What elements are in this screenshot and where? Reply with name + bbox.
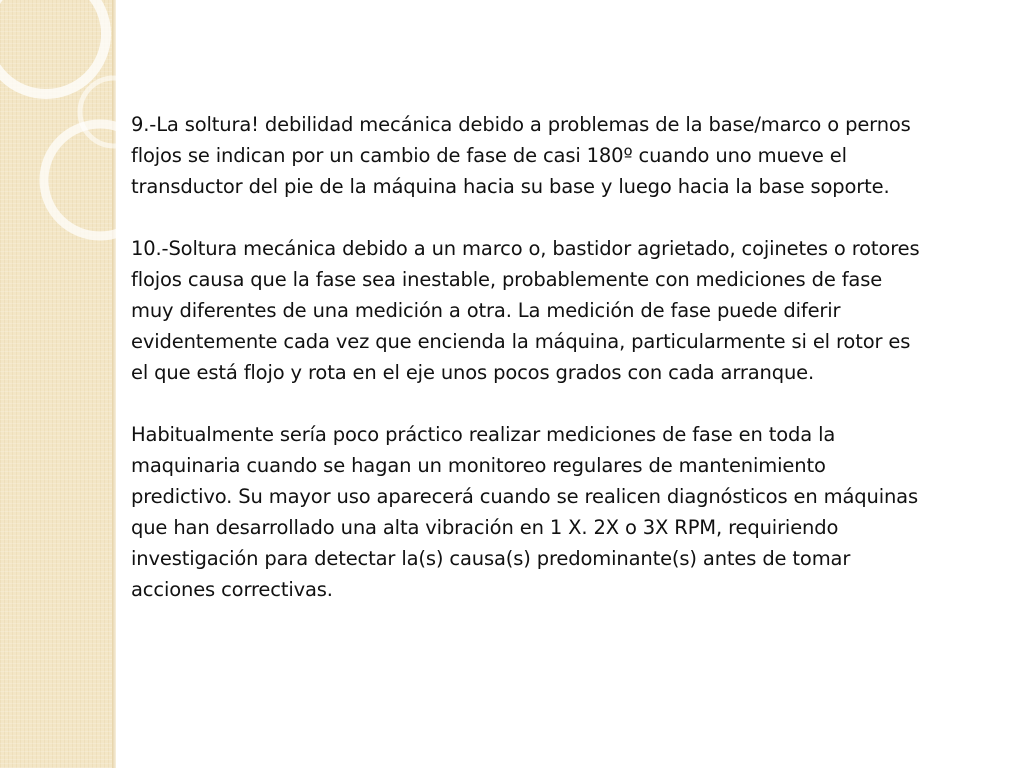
paragraph-phase-usage: Habitualmente sería poco práctico realizar mediciones de fase en toda la maquinaria cuando se hagan un monitoreo regulares de mantenimiento predictivo. Su mayor uso aparecerá cuando se realicen diagnósticos en máquinas que han desarrollado una alta vibración en 1 X. 2X o 3X RPM, requiriendo investigación para detectar la(s) causa(s) predominante(s) antes de tomar acciones correctivas.	[131, 423, 918, 601]
paragraph-item-10: 10.-Soltura mecánica debido a un marco o, bastidor agrietado, cojinetes o rotores flojos causa que la fase sea inestable, probablemente con mediciones de fase muy diferentes de una medición a otra. La medición de fase puede diferir evidentemente cada vez que encienda la máquina, particularmente si el rotor es el que está flojo y rota en el eje unos pocos grados con cada arranque.	[131, 237, 920, 384]
paragraph-item-9: 9.-La soltura! debilidad mecánica debido a problemas de la base/marco o pernos flojos se indican por un cambio de fase de casi 180º cuando uno mueve el transductor del pie de la máquina hacia su base y luego hacia la base soporte.	[131, 113, 911, 198]
decorative-ring-large	[0, 0, 106, 94]
decorative-rings	[0, 0, 140, 300]
slide-body-text	[131, 109, 921, 636]
